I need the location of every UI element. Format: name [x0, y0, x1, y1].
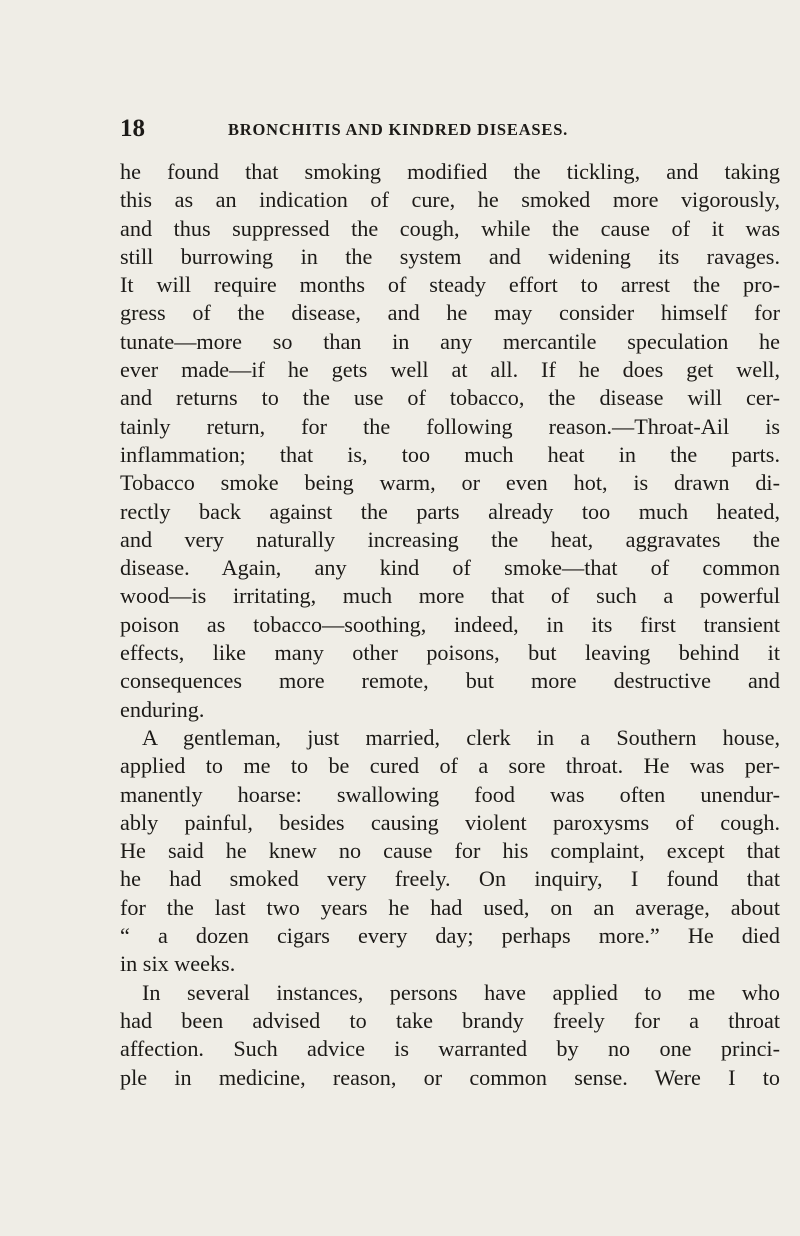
text-line: and thus suppressed the cough, while the cause of it was [120, 215, 780, 241]
text-line: Tobacco smoke being warm, or even hot, is drawn di- [120, 470, 780, 496]
text-line: and returns to the use of tobacco, the disease will cer- [120, 385, 780, 411]
text-line: he had smoked very freely. On inquiry, I found that [120, 866, 780, 892]
text-line: ably painful, besides causing violent paroxysms of cough. [120, 809, 780, 835]
body-text [120, 158, 780, 1092]
text-line: rectly back against the parts already too much heated, [120, 498, 780, 524]
running-title: BRONCHITIS AND KINDRED DISEASES. [228, 120, 569, 139]
text-line: disease. Again, any kind of smoke—that of common [120, 555, 780, 581]
text-line: enduring. [120, 696, 205, 722]
text-line: poison as tobacco—soothing, indeed, in its first transient [120, 611, 780, 637]
text-line: gress of the disease, and he may consider himself for [120, 300, 780, 326]
page-number: 18 [120, 115, 145, 142]
text-line: this as an indication of cure, he smoked more vigorously, [120, 187, 780, 213]
text-line: It will require months of steady effort to arrest the pro- [120, 272, 780, 298]
text-line: consequences more remote, but more destructive and [120, 668, 780, 694]
text-line: wood—is irritating, much more that of such a powerful [120, 583, 780, 609]
text-line: applied to me to be cured of a sore throat. He was per- [120, 753, 780, 779]
text-line: for the last two years he had used, on an average, about [120, 894, 780, 920]
paragraph-start-line: In several instances, persons have applied to me who [142, 979, 780, 1005]
paragraph-start-line: A gentleman, just married, clerk in a Southern house, [142, 724, 780, 750]
text-line: He said he knew no cause for his complaint, except that [120, 838, 780, 864]
text-line: still burrowing in the system and widening its ravages. [120, 243, 780, 269]
text-line: ple in medicine, reason, or common sense. Were I to [120, 1064, 780, 1090]
text-line: and very naturally increasing the heat, aggravates the [120, 526, 780, 552]
text-line: affection. Such advice is warranted by no one princi- [120, 1036, 780, 1062]
text-line: he found that smoking modified the tickling, and taking [120, 159, 780, 184]
text-line: manently hoarse: swallowing food was often unendur- [120, 781, 780, 807]
text-line: in six weeks. [120, 951, 236, 977]
text-line: tunate—more so than in any mercantile speculation he [120, 328, 780, 354]
text-line: tainly return, for the following reason.—Throat-Ail is [120, 413, 780, 439]
text-line: “ a dozen cigars every day; perhaps more.” He died [120, 923, 780, 949]
text-line: effects, like many other poisons, but leaving behind it [120, 640, 780, 666]
text-line: ever made—if he gets well at all. If he does get well, [120, 357, 780, 383]
text-line: had been advised to take brandy freely for a throat [120, 1007, 780, 1033]
page-header [120, 115, 740, 141]
text-line: inflammation; that is, too much heat in the parts. [120, 441, 780, 467]
